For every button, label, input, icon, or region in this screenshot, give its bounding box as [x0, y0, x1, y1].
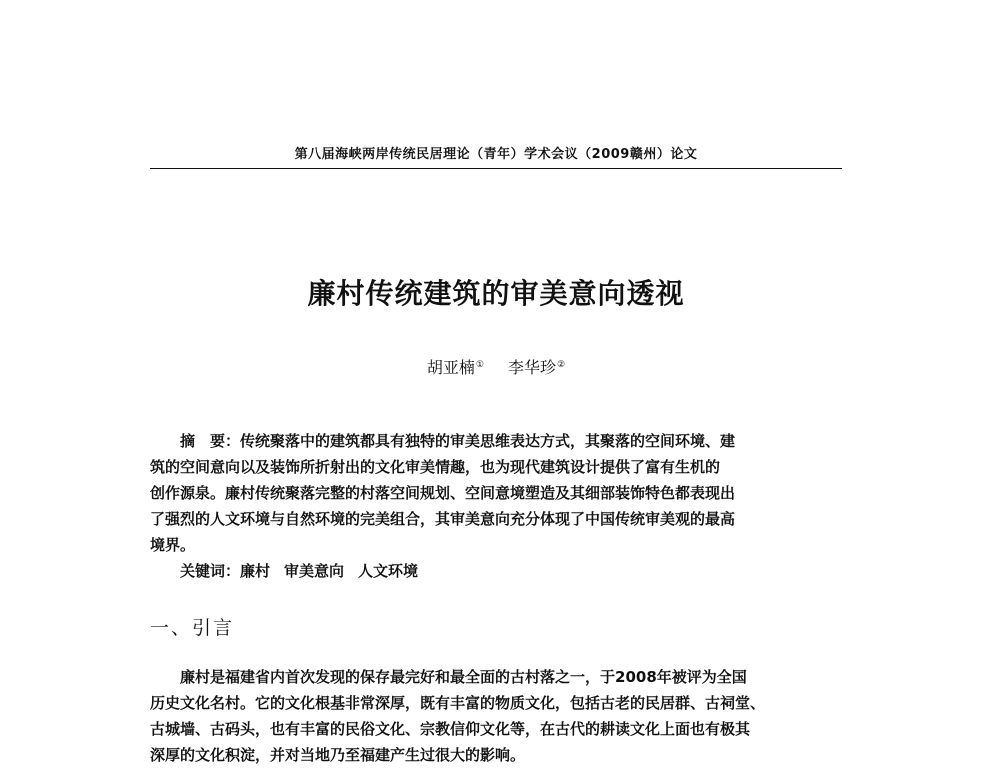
author-affiliation-marker: ②: [557, 360, 566, 370]
abstract-label: 摘 要：: [180, 432, 241, 450]
abstract-line: 境界。: [150, 536, 196, 554]
paragraph-line: 廉村是福建省内首次发现的保存最完好和最全面的古村落之一，于2008年被评为全国: [180, 668, 747, 686]
keyword: 廉村: [240, 562, 271, 580]
running-header: 第八届海峡两岸传统民居理论（青年）学术会议（2009赣州）论文: [294, 147, 698, 162]
author-list: [150, 354, 842, 379]
keyword: 审美意向: [284, 562, 345, 580]
paragraph-line: 古城墙、古码头，也有丰富的民俗文化、宗教信仰文化等，在古代的耕读文化上面也有极其: [150, 720, 751, 738]
abstract-line: 了强烈的人文环境与自然环境的完美组合，其审美意向充分体现了中国传统审美观的最高: [150, 510, 736, 528]
author-2: [508, 358, 565, 377]
paragraph-line: 历史文化名村。它的文化根基非常深厚，既有丰富的物质文化，包括古老的民居群、古祠堂、: [150, 694, 766, 712]
abstract-text: 传统聚落中的建筑都具有独特的审美思维表达方式，其聚落的空间环境、建: [240, 432, 736, 450]
header-rule: [150, 168, 842, 169]
paper-title: 廉村传统建筑的审美意向透视: [307, 277, 685, 310]
keyword: 人文环境: [358, 562, 419, 580]
keywords: [180, 558, 842, 584]
abstract-line: 创作源泉。廉村传统聚落完整的村落空间规划、空间意境塑造及其细部装饰特色都表现出: [150, 484, 736, 502]
section-paragraph: [150, 664, 842, 768]
paragraph-line: 深厚的文化积淀，并对当地乃至福建产生过很大的影响。: [150, 746, 526, 764]
abstract-line: [150, 428, 842, 454]
section-heading: 一、引言: [150, 617, 235, 639]
author-1: [427, 358, 484, 377]
abstract-line: 筑的空间意向以及装饰所折射出的文化审美情趣，也为现代建筑设计提供了富有生机的: [150, 458, 721, 476]
author-affiliation-marker: ①: [475, 360, 484, 370]
abstract: [150, 428, 842, 558]
author-name: 胡亚楠: [426, 358, 475, 378]
keywords-label: 关键词：: [180, 562, 241, 580]
author-name: 李华珍: [508, 358, 557, 378]
